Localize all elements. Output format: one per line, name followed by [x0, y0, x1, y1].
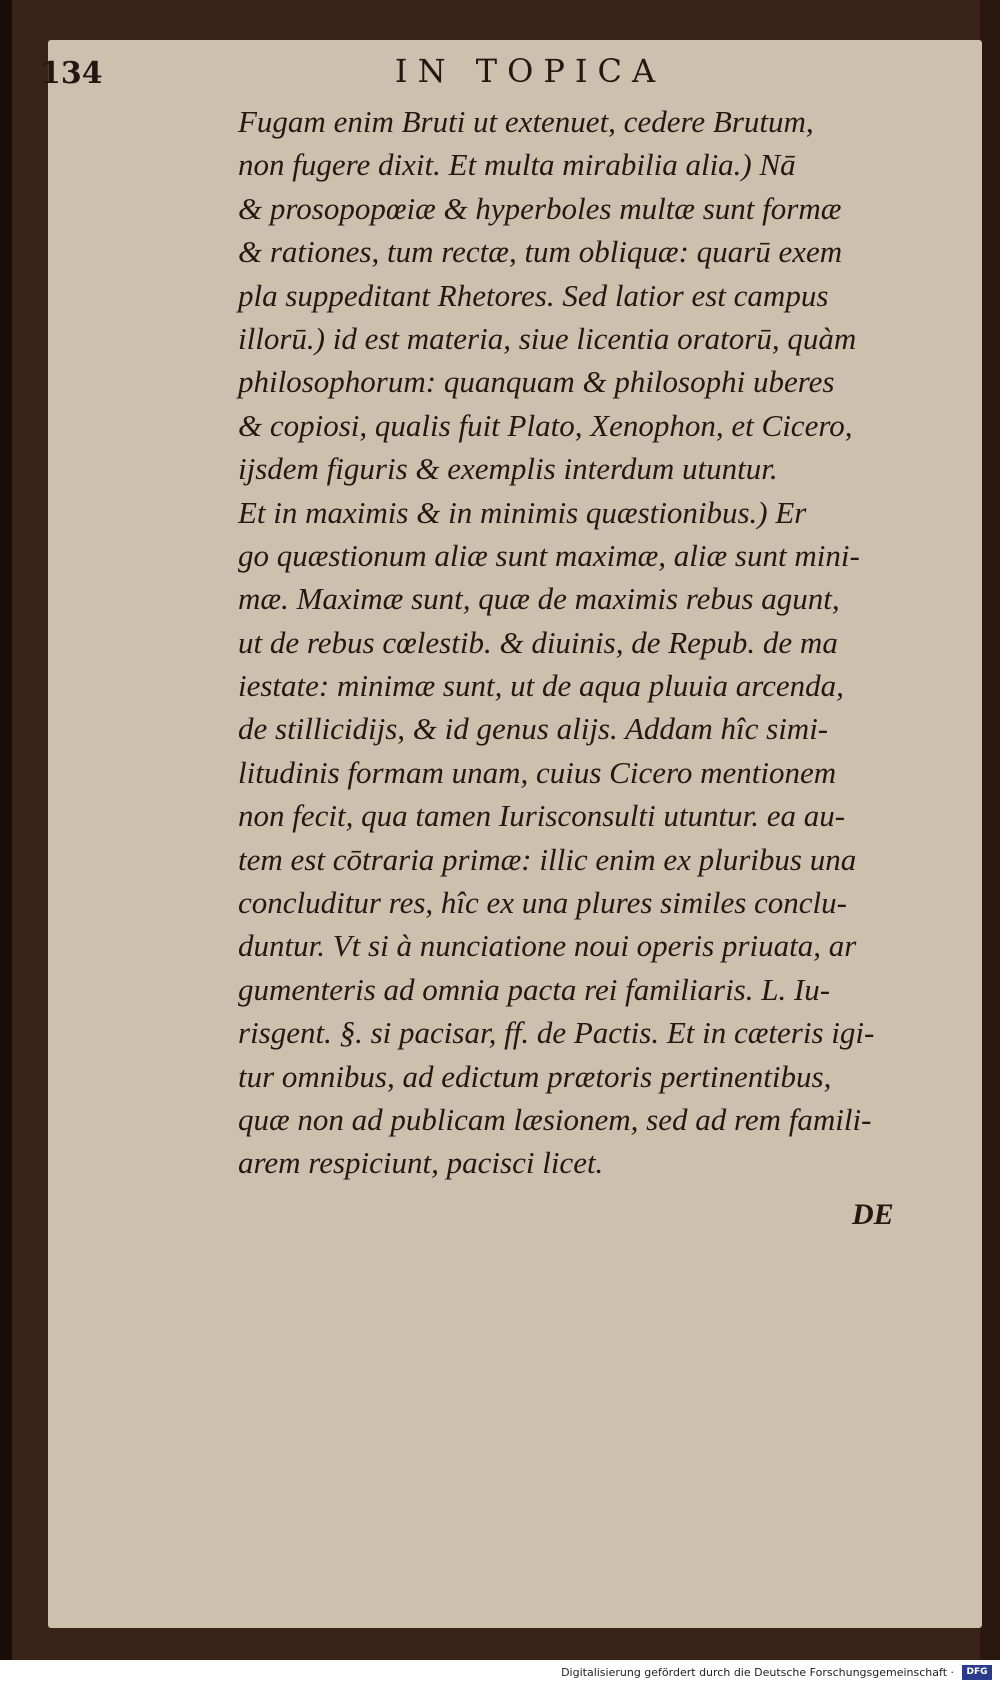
text-line: & copiosi, qualis fuit Plato, Xenophon, et Cicero,: [238, 407, 853, 443]
text-line: tem est cōtraria primæ: illic enim ex pluribus una: [238, 841, 857, 877]
text-line: non fecit, qua tamen Iurisconsulti utuntur. ea au-: [238, 798, 846, 834]
text-line: duntur. Vt si à nunciatione noui operis priuata, ar: [238, 928, 857, 964]
catchword: DE: [852, 1198, 894, 1231]
body-text: [238, 100, 888, 1185]
text-line: illorū.) id est materia, siue licentia oratorū, quàm: [238, 320, 857, 356]
text-line: arem respiciunt, pacisci licet.: [238, 1145, 604, 1181]
text-line: go quæstionum aliæ sunt maximæ, aliæ sunt mini-: [238, 537, 860, 573]
text-line: Et in maximis & in minimis quæstionibus.) Er: [238, 494, 807, 530]
page-number: 134: [40, 56, 103, 91]
text-line: pla suppeditant Rhetores. Sed latior est campus: [238, 277, 829, 313]
text-line: Fugam enim Bruti ut extenuet, cedere Brutum,: [238, 104, 814, 139]
text-line: mæ. Maximæ sunt, quæ de maximis rebus agunt,: [238, 581, 840, 617]
book-binding-edge: [0, 0, 12, 1660]
text-line: concluditur res, hîc ex una plures similes conclu-: [238, 885, 847, 921]
text-line: de stillicidijs, & id genus alijs. Addam hîc simi-: [238, 711, 829, 747]
text-line: & rationes, tum rectæ, tum obliquæ: quarū exem: [238, 234, 843, 270]
book-fore-edge: [980, 0, 1000, 1660]
text-line: risgent. §. si pacisar, ff. de Pactis. Et in cæteris igi-: [238, 1015, 875, 1051]
funding-credit: Digitalisierung gefördert durch die Deutsche Forschungsgemeinschaft ·: [561, 1666, 954, 1679]
text-line: ut de rebus cœlestib. & diuinis, de Repub. de ma: [238, 624, 838, 660]
text-line: tur omnibus, ad edictum prætoris pertinentibus,: [238, 1058, 832, 1094]
text-line: gumenteris ad omnia pacta rei familiaris. L. Iu-: [238, 971, 831, 1007]
text-line: philosophorum: quanquam & philosophi uberes: [238, 364, 835, 400]
text-line: non fugere dixit. Et multa mirabilia alia.) Nā: [238, 147, 796, 183]
running-title: IN TOPICA: [394, 52, 666, 90]
text-line: iestate: minimæ sunt, ut de aqua pluuia arcenda,: [238, 668, 844, 704]
text-line: litudinis formam unam, cuius Cicero mentionem: [238, 754, 837, 790]
footer: [0, 1660, 1000, 1686]
text-line: quæ non ad publicam læsionem, sed ad rem famili-: [238, 1101, 872, 1137]
text-line: ijsdem figuris & exemplis interdum utuntur.: [238, 451, 778, 487]
text-line: & prosopopœiæ & hyperboles multæ sunt formæ: [238, 190, 842, 226]
dfg-logo: DFG: [962, 1665, 992, 1680]
